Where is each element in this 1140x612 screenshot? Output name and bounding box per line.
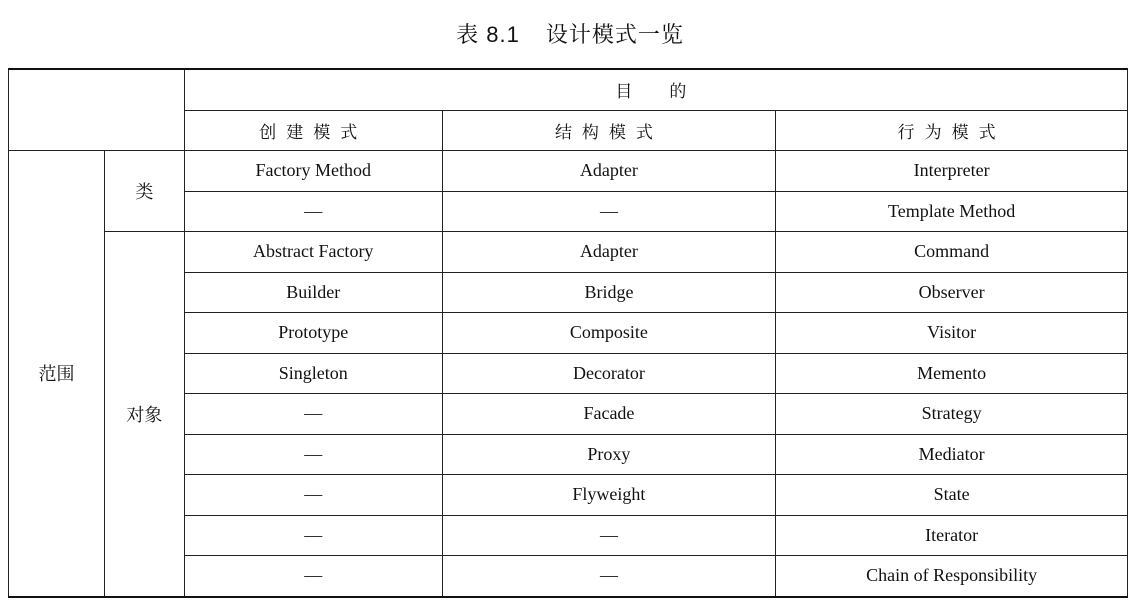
table-cell: Facade [442, 394, 776, 435]
table-title: 设计模式一览 [545, 23, 684, 48]
table-cell: — [184, 515, 442, 556]
table-caption [0, 18, 1140, 49]
table-cell: Chain of Responsibility [776, 556, 1128, 597]
table-cell: Adapter [442, 232, 776, 273]
class-scope-label: 类 [104, 151, 184, 232]
table-cell: Prototype [184, 313, 442, 354]
table-cell: Interpreter [776, 151, 1128, 192]
table-cell: Builder [184, 272, 442, 313]
table-cell: Factory Method [184, 151, 442, 192]
table-cell: Strategy [776, 394, 1128, 435]
table-cell: Singleton [184, 353, 442, 394]
purpose-header: 目 的 [184, 69, 1127, 110]
scope-label: 范围 [9, 151, 105, 597]
table-cell: Proxy [442, 434, 776, 475]
table-cell: Command [776, 232, 1128, 273]
table-cell: Observer [776, 272, 1128, 313]
table-cell: Abstract Factory [184, 232, 442, 273]
table-cell: State [776, 475, 1128, 516]
table-cell: — [184, 556, 442, 597]
table-cell: Flyweight [442, 475, 776, 516]
table-cell: Composite [442, 313, 776, 354]
table-number: 表 8.1 [456, 22, 520, 47]
table-cell: — [442, 191, 776, 232]
behavioral-header: 行为模式 [776, 110, 1128, 151]
table-cell: — [184, 434, 442, 475]
table-cell: — [184, 475, 442, 516]
corner-cell [9, 69, 185, 151]
table-cell: Adapter [442, 151, 776, 192]
table-cell: Decorator [442, 353, 776, 394]
table-cell: Visitor [776, 313, 1128, 354]
table-row [9, 151, 1128, 192]
creational-header: 创建模式 [184, 110, 442, 151]
table-cell: Memento [776, 353, 1128, 394]
design-patterns-table [8, 68, 1128, 598]
structural-header: 结构模式 [442, 110, 776, 151]
header-row-purpose [9, 69, 1128, 110]
table-cell: Mediator [776, 434, 1128, 475]
table-row [9, 232, 1128, 273]
table-cell: — [442, 515, 776, 556]
table-cell: — [184, 191, 442, 232]
table-cell: — [442, 556, 776, 597]
object-scope-label: 对象 [104, 232, 184, 597]
table-cell: Iterator [776, 515, 1128, 556]
table-cell: Template Method [776, 191, 1128, 232]
table-cell: Bridge [442, 272, 776, 313]
table-cell: — [184, 394, 442, 435]
